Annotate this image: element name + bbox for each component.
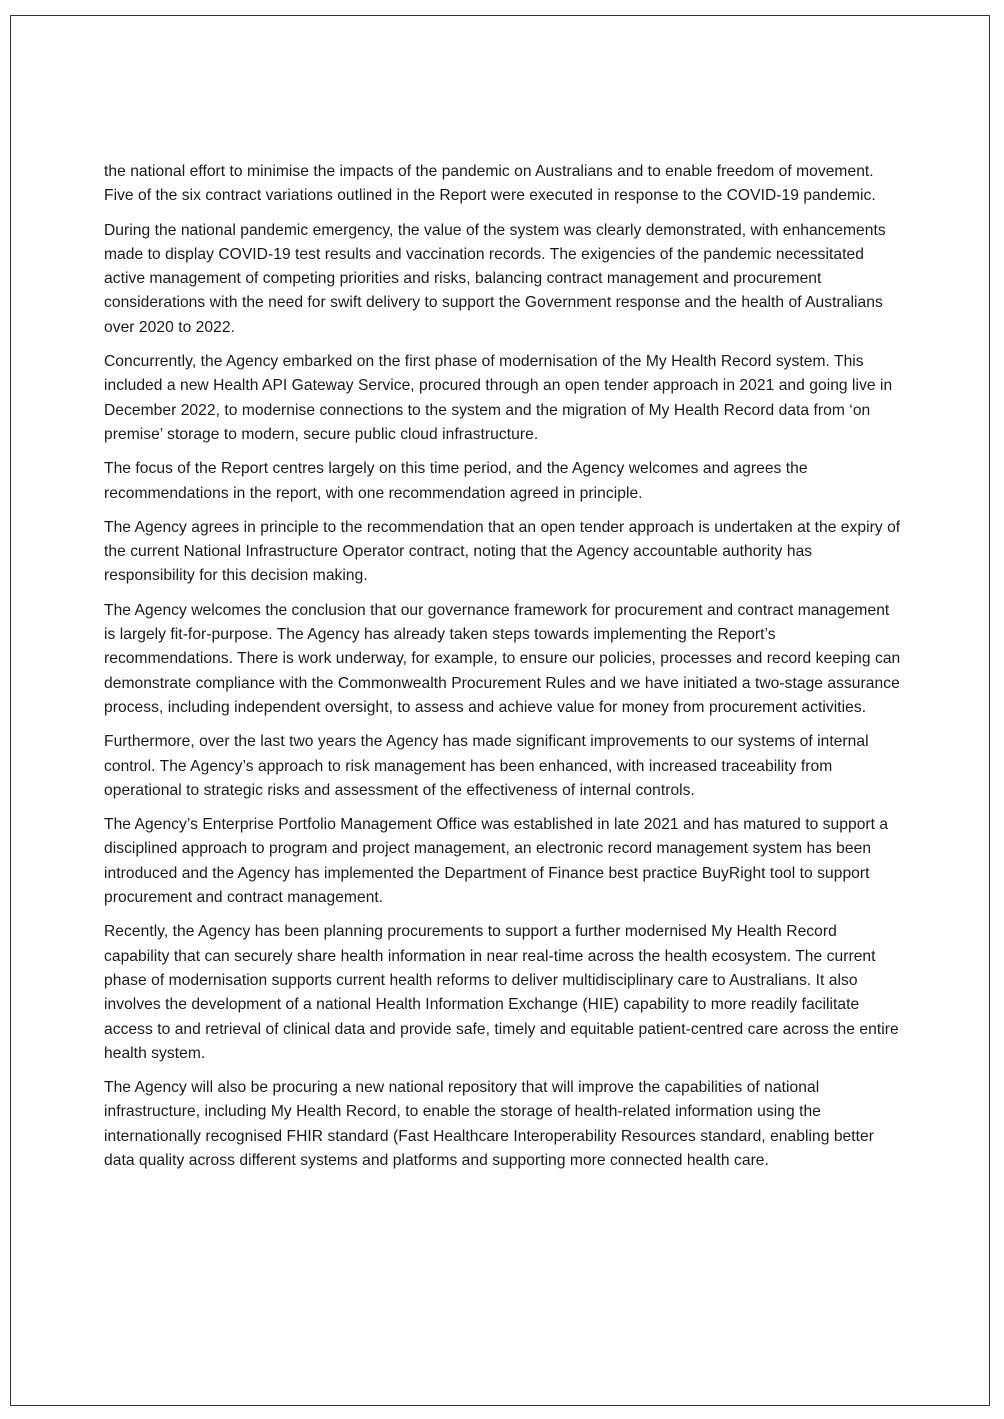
paragraph-planning-procurements: Recently, the Agency has been planning procurements to support a further modernised My Health Record capability that can securely share health information in near real-time across the health ecosystem. The current phase of modernisation supports current health reforms to deliver multidisciplinary care to Australians. It also involves the development of a national Health Information Exchange (HIE) capability to more readily facilitate access to and retrieval of clinical data and provide safe, timely and equitable patient-centred care across the entire health system. xyxy=(104,923,899,1062)
paragraph-report-focus: The focus of the Report centres largely on this time period, and the Agency welcomes and agrees the recommendations in the report, with one recommendation agreed in principle. xyxy=(104,460,808,502)
paragraph-national-repository: The Agency will also be procuring a new national repository that will improve the capabilities of national infrastructure, including My Health Record, to enable the storage of health-related information using the internationally recognised FHIR standard (Fast Healthcare Interoperability Resources standard, enabling better data quality across different systems and platforms and supporting more connected health care. xyxy=(104,1079,874,1169)
paragraph-pandemic-effort: the national effort to minimise the impacts of the pandemic on Australians and to enable freedom of movement. Five of the six contract variations outlined in the Report were executed in response to the COVID-19 pandemic. xyxy=(104,163,876,205)
paragraph-open-tender: The Agency agrees in principle to the recommendation that an open tender approach is undertaken at the expiry of the current National Infrastructure Operator contract, noting that the Agency accountable authority has responsibility for this decision making. xyxy=(104,518,901,585)
paragraph-pandemic-emergency: During the national pandemic emergency, the value of the system was clearly demonstrated, with enhancements made to display COVID-19 test results and vaccination records. The exigencies of the pandemic necessitated active management of competing priorities and risks, balancing contract management and procurement considerations with the need for swift delivery to support the Government response and the health of Australians over 2020 to 2022. xyxy=(104,221,886,336)
paragraph-internal-control: Furthermore, over the last two years the Agency has made significant improvements to our systems of internal control. The Agency’s approach to risk management has been enhanced, with increased traceability from operational to strategic risks and assessment of the effectiveness of internal controls. xyxy=(104,733,869,799)
document-body xyxy=(104,160,904,1183)
paragraph-governance-framework: The Agency welcomes the conclusion that our governance framework for procurement and contract management is largely fit-for-purpose. The Agency has already taken steps towards implementing the Report’s recommendations. There is work underway, for example, to ensure our policies, processes and record keeping can demonstrate compliance with the Commonwealth Procurement Rules and we have initiated a two-stage assurance process, including independent oversight, to assess and achieve value for money from procurement activities. xyxy=(104,601,901,716)
paragraph-modernisation-phase: Concurrently, the Agency embarked on the first phase of modernisation of the My Health Record system. This included a new Health API Gateway Service, procured through an open tender approach in 2021 and going live in December 2022, to modernise connections to the system and the migration of My Health Record data from ‘on premise’ storage to modern, secure public cloud infrastructure. xyxy=(104,353,893,443)
paragraph-portfolio-office: The Agency’s Enterprise Portfolio Management Office was established in late 2021 and has matured to support a disciplined approach to program and project management, an electronic record management system has been introduced and the Agency has implemented the Department of Finance best practice BuyRight tool to support procurement and contract management. xyxy=(104,816,889,907)
